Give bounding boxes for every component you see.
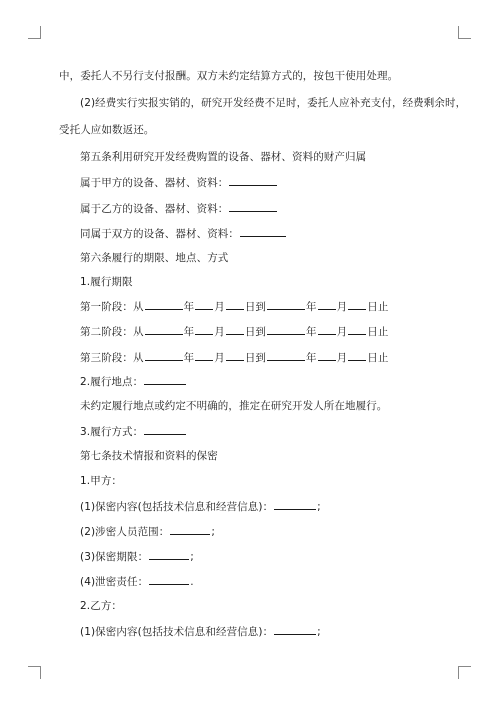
period-line <box>80 324 388 339</box>
period-line <box>80 299 388 314</box>
blank-field[interactable] <box>195 299 213 310</box>
fill-in-line <box>80 201 278 216</box>
blank-field[interactable] <box>226 299 244 310</box>
year-label: 年 <box>306 352 317 364</box>
field-label: 2.履行地点： <box>80 376 144 388</box>
line-text: 中，委托人不另行支付报酬。双方未约定结算方式的，按包干使用处理。 <box>59 70 399 82</box>
fill-in-line <box>80 624 321 639</box>
blank-field[interactable] <box>318 324 336 335</box>
blank-field[interactable] <box>145 350 183 361</box>
field-label: (3)保密期限： <box>80 551 149 563</box>
day-label: 日止 <box>367 352 389 364</box>
year-label: 年 <box>306 301 317 313</box>
paragraph-line <box>59 69 398 83</box>
day-label: 日止 <box>367 301 389 313</box>
line-text: 2.乙方： <box>80 600 123 612</box>
blank-field[interactable] <box>348 350 366 361</box>
period-label: 第二阶段：从 <box>80 326 144 338</box>
blank-field[interactable] <box>274 499 316 510</box>
section-heading <box>80 150 366 164</box>
period-line <box>80 350 388 365</box>
line-text: 第七条技术情报和资料的保密 <box>80 450 218 462</box>
field-label: 3.履行方式： <box>80 426 144 438</box>
subheading <box>80 599 122 613</box>
paragraph-line <box>59 123 154 137</box>
field-label: (1)保密内容(包括技术信息和经营信息)： <box>80 501 274 513</box>
fill-in-line <box>80 499 321 514</box>
field-suffix: ; <box>317 626 321 638</box>
paragraph-line <box>80 399 387 413</box>
field-label: 属于甲方的设备、器材、资料： <box>80 177 229 189</box>
blank-field[interactable] <box>144 374 186 385</box>
month-label: 月 <box>214 352 225 364</box>
field-label: (1)保密内容(包括技术信息和经营信息)： <box>80 626 274 638</box>
field-suffix: ; <box>211 526 216 538</box>
line-text: 第五条利用研究开发经费购置的设备、器材、资料的财产归属 <box>80 151 367 163</box>
fill-in-line <box>80 374 187 389</box>
line-text: 1.履行期限 <box>80 276 133 288</box>
fill-in-line <box>80 226 287 241</box>
line-text: 未约定履行地点或约定不明确的，推定在研究开发人所在地履行。 <box>80 400 388 412</box>
month-label: 月 <box>336 326 348 338</box>
blank-field[interactable] <box>318 299 336 310</box>
field-suffix: . <box>190 576 194 588</box>
blank-field[interactable] <box>149 574 189 585</box>
blank-field[interactable] <box>267 324 305 335</box>
paragraph-line <box>80 96 466 110</box>
blank-field[interactable] <box>149 549 189 560</box>
blank-field[interactable] <box>226 350 244 361</box>
blank-field[interactable] <box>144 424 186 435</box>
blank-field[interactable] <box>170 524 210 535</box>
blank-field[interactable] <box>145 299 183 310</box>
day-label: 日到 <box>244 301 267 313</box>
blank-field[interactable] <box>145 324 183 335</box>
year-label: 年 <box>183 352 195 364</box>
month-label: 月 <box>214 301 225 313</box>
period-label: 第三阶段：从 <box>80 352 144 364</box>
blank-field[interactable] <box>229 175 277 186</box>
blank-field[interactable] <box>267 299 305 310</box>
blank-field[interactable] <box>229 201 277 212</box>
field-suffix: ; <box>190 551 194 563</box>
field-label: 同属于双方的设备、器材、资料： <box>80 228 239 240</box>
day-label: 日到 <box>244 352 267 364</box>
blank-field[interactable] <box>318 350 336 361</box>
blank-field[interactable] <box>274 624 316 635</box>
field-label: (4)泄密责任： <box>80 576 149 588</box>
line-text: 1.甲方： <box>80 475 123 487</box>
blank-field[interactable] <box>240 226 286 237</box>
blank-field[interactable] <box>195 324 213 335</box>
day-label: 日到 <box>244 326 267 338</box>
day-label: 日止 <box>367 326 389 338</box>
line-text: (2)经费实行实报实销的，研究开发经费不足时，委托人应补充支付，经费剩余时， <box>80 97 467 109</box>
fill-in-line <box>80 549 194 564</box>
line-text: 受托人应如数返还。 <box>59 124 155 136</box>
month-label: 月 <box>336 352 348 364</box>
month-label: 月 <box>336 301 348 313</box>
blank-field[interactable] <box>348 299 366 310</box>
field-label: (2)涉密人员范围： <box>80 526 170 538</box>
period-label: 第一阶段：从 <box>80 301 144 313</box>
fill-in-line <box>80 424 187 439</box>
blank-field[interactable] <box>226 324 244 335</box>
year-label: 年 <box>183 301 195 313</box>
section-heading <box>80 251 228 265</box>
month-label: 月 <box>214 326 225 338</box>
section-heading <box>80 449 218 463</box>
blank-field[interactable] <box>348 324 366 335</box>
field-suffix: ; <box>317 501 321 513</box>
year-label: 年 <box>183 326 195 338</box>
fill-in-line <box>80 175 278 190</box>
field-label: 属于乙方的设备、器材、资料： <box>80 203 229 215</box>
fill-in-line <box>80 574 194 589</box>
line-text: 第六条履行的期限、地点、方式 <box>80 252 229 264</box>
fill-in-line <box>80 524 215 539</box>
blank-field[interactable] <box>195 350 213 361</box>
year-label: 年 <box>306 326 317 338</box>
subheading <box>80 275 133 289</box>
subheading <box>80 474 122 488</box>
blank-field[interactable] <box>267 350 305 361</box>
